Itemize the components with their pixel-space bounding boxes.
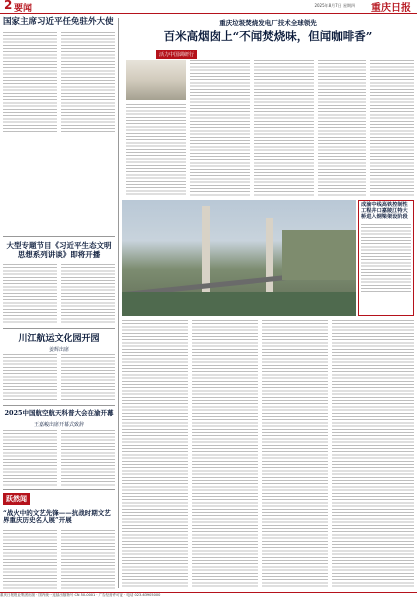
lead-photo: [126, 60, 186, 100]
main-body-4: [332, 320, 414, 588]
lead-body-1: [126, 104, 186, 196]
divider: [3, 328, 115, 329]
main-body-1: [122, 320, 188, 588]
lead-tag: 活力中国调研行: [156, 50, 197, 59]
page-header: [0, 0, 417, 14]
bridge-story-body: [361, 224, 411, 294]
masthead: 重庆日报: [371, 3, 411, 14]
river-bank: [122, 292, 356, 316]
divider: [3, 236, 115, 237]
story-ambassadors-body: [3, 32, 57, 132]
section-title: 要闻: [14, 4, 33, 14]
lead-body-3: [254, 60, 314, 196]
column-badge: 跃然闻: [3, 493, 30, 505]
story-wharf-body: [3, 354, 57, 402]
story-aerospace-body: [3, 430, 57, 486]
lead-title[interactable]: 百米高烟囱上“不闻焚烧味，但闻咖啡香”: [163, 29, 373, 43]
bridge-photo: [122, 200, 356, 316]
lead-body-2: [190, 60, 250, 196]
story-exhibition-body: [3, 530, 57, 590]
story-wharf-subtitle: 姜辉出席: [48, 347, 69, 353]
bridge-story-title[interactable]: 成渝中线高铁控制性工程井口嘉陵江特大桥进入钢梁架设阶段: [361, 202, 408, 220]
story-ambassadors-title[interactable]: 国家主席习近平任免驻外大使: [3, 17, 114, 27]
story-wharf-title[interactable]: 川江航运文化园开园: [18, 334, 100, 344]
story-exhibition-title[interactable]: “战火中的文艺先锋——抗战时期文艺界重庆历史名人展”开展: [3, 509, 111, 525]
lead-body-5: [370, 60, 414, 196]
column-divider: [118, 18, 119, 588]
main-body-2: [192, 320, 258, 588]
story-aerospace-body-2: [61, 430, 115, 486]
left-column: [3, 18, 115, 588]
lead-kicker: 重庆垃圾焚烧发电厂技术全球领先: [219, 19, 317, 27]
footer-text: 重庆日报报业集团出版 · 国内统一连续出版物号 CN 50-0001 · 广告经营许可证 · 电话 023-63905000: [0, 593, 161, 597]
main-body-3: [262, 320, 328, 588]
dateline: 2025年8月7日 星期四: [314, 3, 355, 8]
lead-body-4: [318, 60, 366, 196]
story-program-body: [3, 264, 57, 324]
hillside: [282, 230, 356, 280]
divider: [3, 405, 115, 406]
story-exhibition-body-2: [61, 530, 115, 590]
story-aerospace-subtitle: 王嘉峻出席开幕式致辞: [33, 422, 84, 428]
page-footer: [0, 592, 417, 600]
story-wharf-body-2: [61, 354, 115, 402]
page-number: 2: [4, 0, 13, 12]
story-ambassadors-body-2: [61, 32, 115, 132]
divider: [3, 489, 115, 490]
story-program-body-2: [61, 264, 115, 324]
column-badge-row: [3, 493, 63, 505]
story-program-title[interactable]: 大型专题节目《习近平生态文明思想系列讲谈》即将开播: [6, 241, 112, 259]
story-aerospace-title[interactable]: 2025中国航空航天科普大会在渝开幕: [4, 409, 114, 417]
bridge-story-box: [358, 200, 414, 316]
